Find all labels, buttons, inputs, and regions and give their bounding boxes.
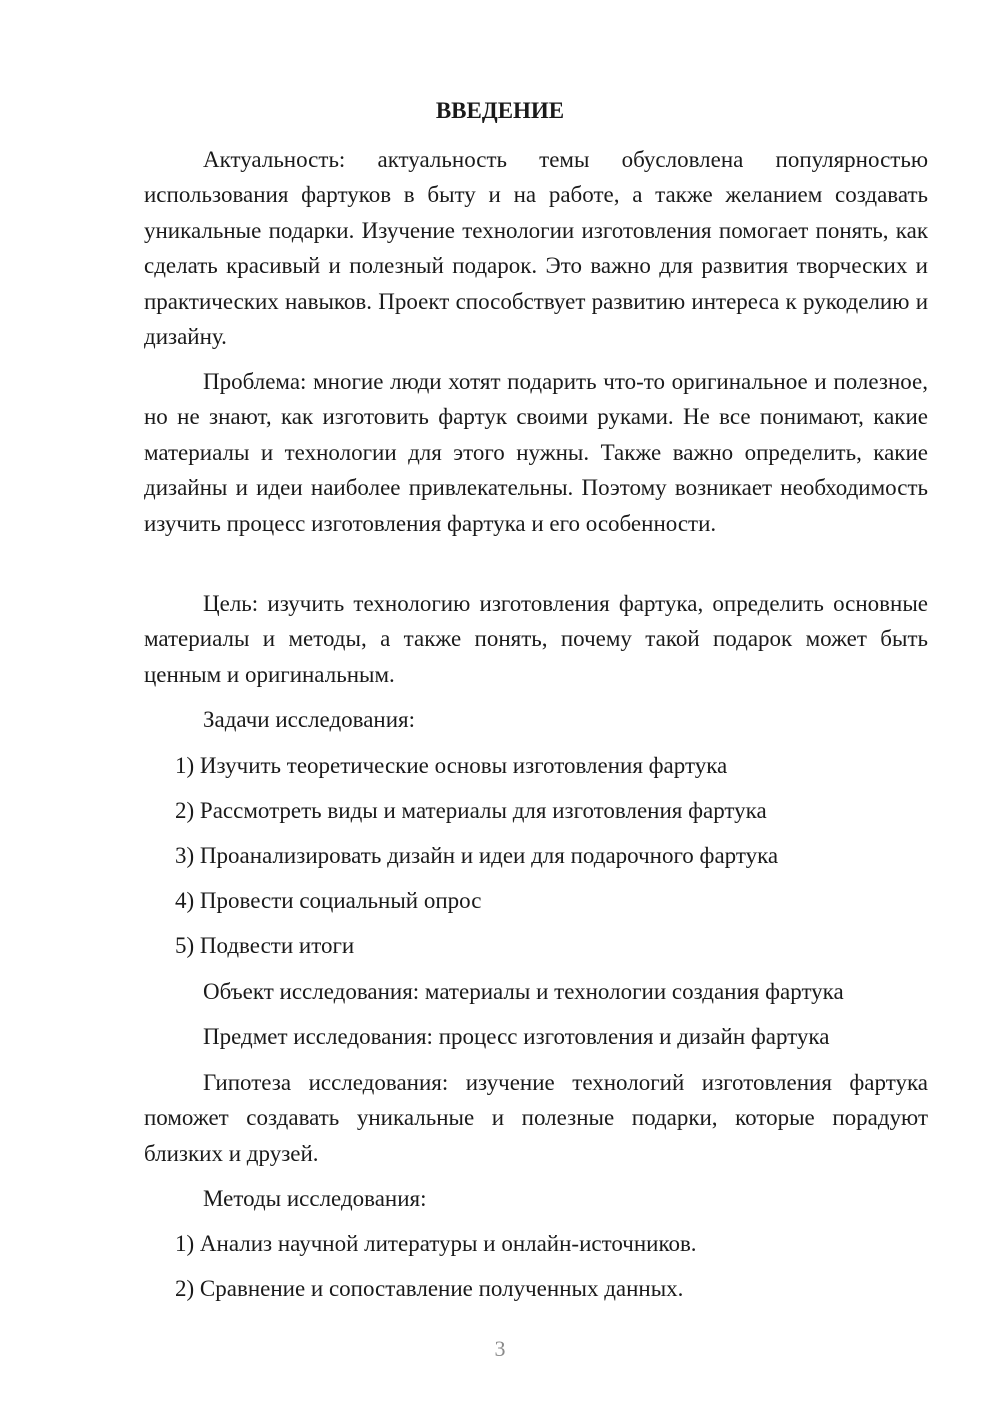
- research-subject: Предмет исследования: процесс изготовления и дизайн фартука: [203, 1024, 830, 1049]
- methods-block: [144, 1181, 928, 1216]
- problem-block: [144, 364, 928, 541]
- task-item: [144, 928, 928, 963]
- object-block: [144, 974, 928, 1009]
- subject-block: [144, 1019, 928, 1054]
- relevance-block: [144, 142, 928, 354]
- paragraph-relevance: Актуальность: актуальность темы обусловлена популярностью использования фартуков в быту и на работе, а также желанием создавать уникальные подарки. Изучение технологии изготовления помогает понять, как сделать красивый и полезный подарок. Это важно для развития творческих и практических навыков. Проект способствует развитию интереса к рукоделию и дизайну.: [144, 147, 928, 350]
- tasks-block: [144, 702, 928, 737]
- tasks-heading: Задачи исследования:: [203, 707, 416, 732]
- methods-heading: Методы исследования:: [203, 1186, 427, 1211]
- method-item: [144, 1271, 928, 1306]
- list-item: 1) Анализ научной литературы и онлайн-источников.: [175, 1231, 697, 1256]
- paragraph-goal: Цель: изучить технологию изготовления фартука, определить основные материалы и методы, а также понять, почему такой подарок может быть ценным и оригинальным.: [144, 591, 928, 687]
- list-item: 2) Рассмотреть виды и материалы для изготовления фартука: [175, 798, 767, 823]
- goal-block: [144, 586, 928, 692]
- list-item: 3) Проанализировать дизайн и идеи для подарочного фартука: [175, 843, 779, 868]
- paragraph-problem: Проблема: многие люди хотят подарить что-то оригинальное и полезное, но не знают, как изготовить фартук своими руками. Не все понимают, какие материалы и технологии для этого нужны. Также важно определить, какие дизайны и идеи наиболее привлекательны. Поэтому возникает необходимость изучить процесс изготовления фартука и его особенности.: [144, 369, 928, 536]
- list-item: 5) Подвести итоги: [175, 933, 355, 958]
- task-item: [144, 748, 928, 783]
- hypothesis-block: [144, 1065, 928, 1171]
- method-item: [144, 1226, 928, 1261]
- research-object: Объект исследования: материалы и технологии создания фартука: [203, 979, 844, 1004]
- paragraph-hypothesis: Гипотеза исследования: изучение технологий изготовления фартука поможет создавать уникальные и полезные подарки, которые порадуют близких и друзей.: [144, 1070, 928, 1166]
- page-title: ВВЕДЕНИЕ: [435, 98, 565, 123]
- list-item: 4) Провести социальный опрос: [175, 888, 482, 913]
- task-item: [144, 883, 928, 918]
- list-item: 1) Изучить теоретические основы изготовления фартука: [175, 753, 728, 778]
- page-number: 3: [494, 1336, 506, 1361]
- list-item: 2) Сравнение и сопоставление полученных данных.: [175, 1276, 684, 1301]
- task-item: [144, 838, 928, 873]
- task-item: [144, 793, 928, 828]
